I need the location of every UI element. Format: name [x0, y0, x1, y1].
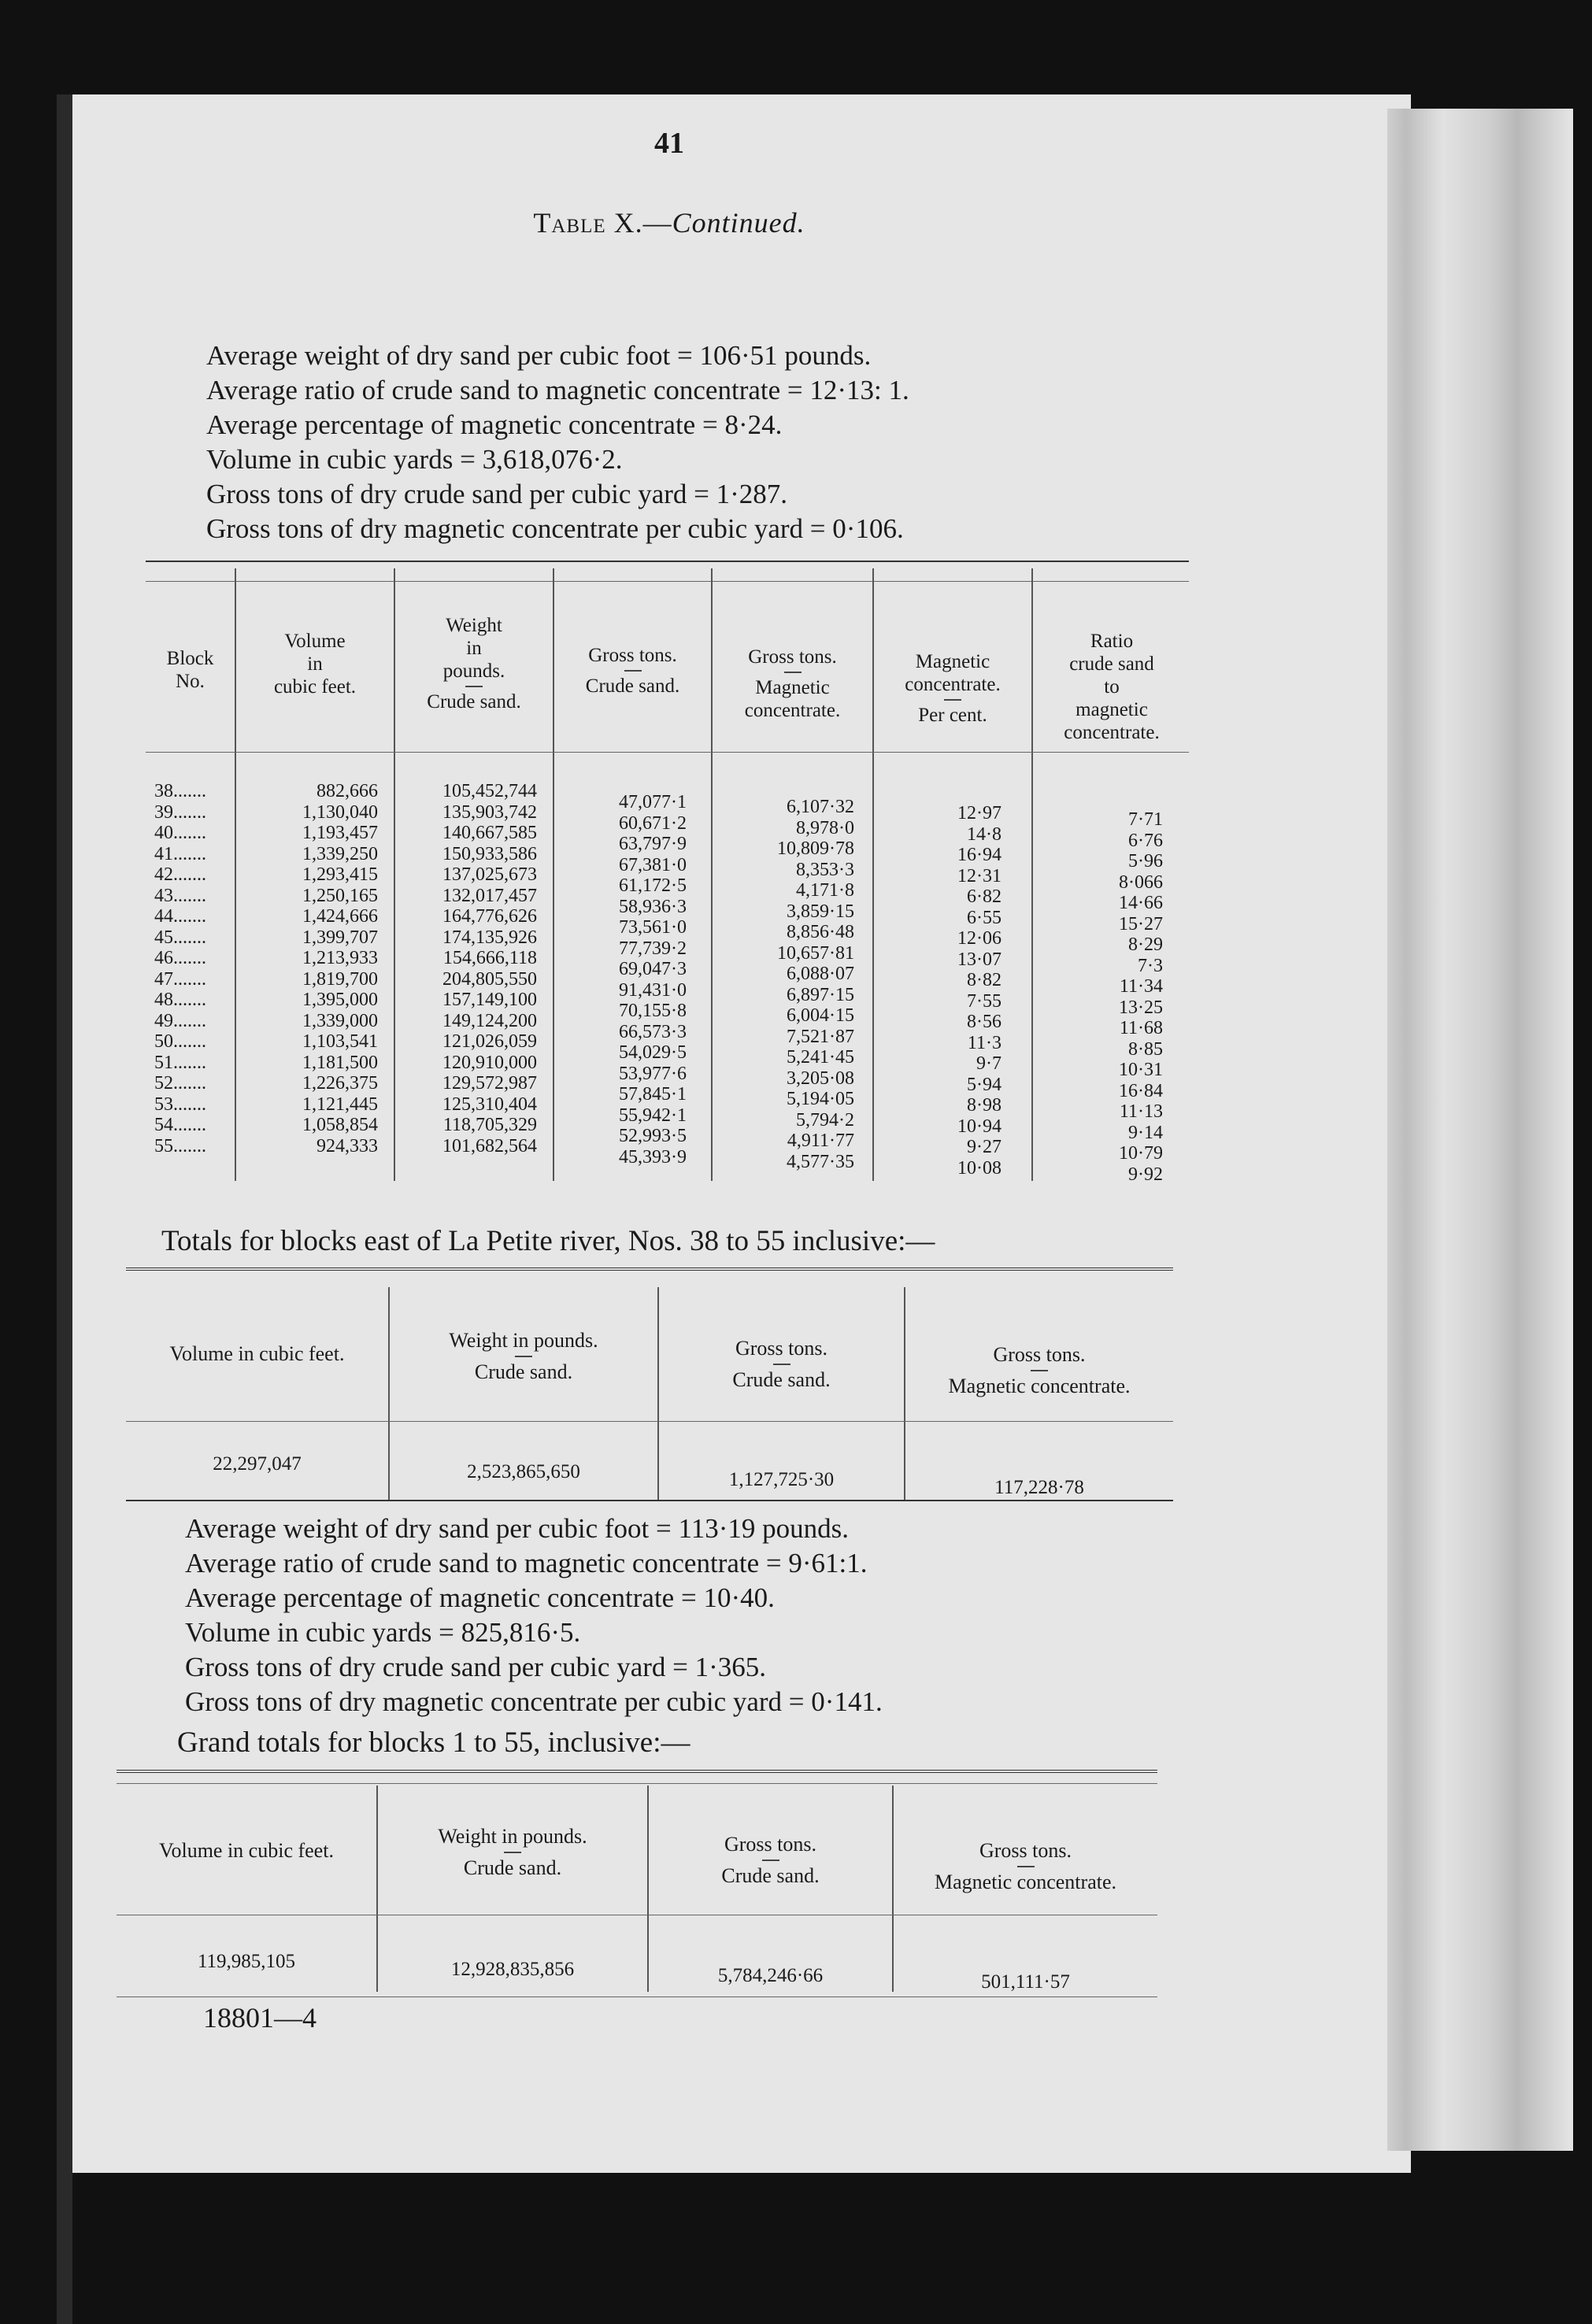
totals-east-header-gross-mag: [905, 1343, 1173, 1398]
col-ratio-cell: 16·84: [1119, 1080, 1163, 1101]
header-dash: [504, 1852, 521, 1853]
caption-prefix: Table: [533, 207, 606, 239]
header-text: Magnetic concentrate.: [948, 1375, 1131, 1397]
col-gross-mag-cell: 7,521·87: [787, 1026, 854, 1047]
col-ratio-cell: 11·13: [1119, 1101, 1163, 1122]
col-weight: [395, 781, 537, 1156]
col-mag-pct-cell: 8·98: [967, 1095, 1001, 1116]
stat-line: Average ratio of crude sand to magnetic concentrate = 12·13: 1.: [206, 375, 909, 405]
col-gross-mag-cell: 8,353·3: [796, 859, 854, 880]
col-mag-pct-cell: 6·55: [967, 907, 1001, 928]
header-text: Ratio: [1090, 631, 1134, 652]
grand-gross-mag: 501,111·57: [981, 1971, 1070, 1993]
grand-volume: 119,985,105: [197, 1951, 296, 1972]
col-weight-cell: 164,776,626: [442, 906, 537, 927]
col-weight-cell: 121,026,059: [442, 1031, 537, 1052]
col-mag-pct-cell: 16·94: [957, 845, 1001, 865]
header-text: Crude sand.: [463, 1856, 562, 1879]
header-volume: [236, 630, 394, 698]
col-weight-cell: 105,452,744: [442, 781, 537, 801]
col-mag-pct-cell: 10·08: [957, 1157, 1001, 1179]
col-gross-mag-cell: 6,897·15: [787, 984, 854, 1005]
stat-line: Gross tons of dry crude sand per cubic yard = 1·287.: [206, 479, 788, 509]
col-weight-cell: 154,666,118: [442, 948, 537, 968]
col-ratio-cell: 14·66: [1119, 893, 1163, 913]
col-ratio-cell: 5·96: [1128, 851, 1163, 872]
col-gross-crude-cell: 53,977·6: [619, 1063, 687, 1084]
col-mag-pct-cell: 12·06: [957, 928, 1001, 949]
printer-code: 18801—4: [203, 2002, 317, 2034]
header-dash: [944, 699, 961, 701]
grand-header-volume: Volume in cubic feet.: [159, 1839, 334, 1862]
col-mag-pct-cell: 10·94: [957, 1116, 1001, 1137]
col-gross-crude-cell: 57,845·1: [619, 1084, 687, 1105]
col-mag-pct-cell: 8·82: [967, 970, 1001, 990]
col-block-no-cell: 44.......: [154, 906, 206, 927]
col-weight-cell: 174,135,926: [442, 927, 537, 948]
col-volume-cell: 1,819,700: [302, 968, 378, 990]
header-text: concentrate.: [1064, 722, 1160, 743]
header-text: concentrate.: [744, 700, 841, 721]
col-gross-mag-cell: 10,809·78: [777, 838, 854, 859]
adjacent-page-edge: [1387, 109, 1573, 2151]
col-gross-mag-cell: 6,088·07: [787, 964, 854, 984]
col-volume-cell: 1,339,250: [302, 843, 378, 864]
header-text: No.: [176, 671, 205, 692]
col-gross-mag-cell: 3,859·15: [787, 901, 854, 922]
col-mag-pct-cell: 13·07: [957, 949, 1001, 970]
col-block-no-cell: 49.......: [154, 1010, 206, 1031]
col-block-no-cell: 45.......: [154, 927, 206, 948]
header-block-no: [146, 647, 235, 693]
grand-divider: [647, 1786, 649, 1992]
grand-totals-bottom-rule: [117, 1996, 1157, 1997]
col-gross-crude-cell: 91,431·0: [619, 979, 687, 1001]
grand-totals-title: Grand totals for blocks 1 to 55, inclusive:—: [177, 1726, 690, 1759]
header-ratio: [1033, 630, 1190, 744]
col-volume-cell: 1,395,000: [302, 990, 378, 1010]
totals-east-gross-crude: 1,127,725·30: [728, 1469, 835, 1490]
grand-gross-crude: 5,784,246·66: [717, 1965, 824, 1986]
col-gross-crude-cell: 63,797·9: [619, 834, 687, 854]
col-volume: [236, 781, 378, 1156]
col-block-no-cell: 40.......: [154, 823, 206, 843]
col-volume-cell: 1,250,165: [302, 885, 378, 906]
col-gross-crude-cell: 55,942·1: [619, 1105, 687, 1126]
col-block-no-cell: 52.......: [154, 1073, 206, 1094]
header-dash: [465, 686, 483, 687]
col-volume-cell: 924,333: [317, 1135, 378, 1156]
col-weight-cell: 101,682,564: [442, 1135, 537, 1156]
totals-east-top-rule: [126, 1267, 1173, 1271]
col-gross-mag-cell: 4,577·35: [787, 1151, 854, 1172]
col-ratio-cell: 15·27: [1119, 913, 1163, 934]
grand-header-gross-mag: [894, 1839, 1157, 1894]
caption-continued: Continued.: [672, 207, 805, 239]
col-gross-mag: [713, 797, 854, 1172]
col-gross-crude-cell: 66,573·3: [619, 1021, 687, 1042]
col-mag-pct-cell: 9·27: [967, 1137, 1001, 1157]
col-volume-cell: 1,193,457: [302, 823, 378, 843]
header-text: Magnetic: [915, 651, 990, 672]
header-text: Crude sand.: [721, 1864, 820, 1887]
col-mag-pct-cell: 9·7: [976, 1053, 1001, 1074]
col-ratio-cell: 9·14: [1128, 1122, 1163, 1143]
totals-east-weight: 2,523,865,650: [467, 1461, 580, 1482]
header-text: Gross tons.: [979, 1839, 1072, 1862]
header-text: Crude sand.: [585, 675, 680, 697]
totals-east-title: Totals for blocks east of La Petite river, Nos. 38 to 55 inclusive:—: [161, 1225, 935, 1257]
col-ratio-cell: 11·68: [1119, 1018, 1163, 1038]
totals-east-bottom-rule: [126, 1500, 1173, 1501]
col-ratio-cell: 9·92: [1128, 1164, 1163, 1185]
header-dash: [515, 1356, 532, 1357]
col-block-no-cell: 41.......: [154, 843, 206, 864]
col-weight-cell: 135,903,742: [442, 801, 537, 823]
stats-block-2: [185, 1512, 883, 1719]
col-block-no-cell: 42.......: [154, 864, 206, 885]
col-volume-cell: 1,213,933: [302, 948, 378, 968]
header-dash: [1017, 1866, 1035, 1867]
table-top-rule: [146, 561, 1189, 562]
col-block-no-cell: 39.......: [154, 801, 206, 823]
col-gross-crude-cell: 69,047·3: [619, 959, 687, 979]
header-dash: [762, 1860, 779, 1861]
header-gross-mag: [713, 646, 872, 722]
table-caption: [394, 206, 945, 239]
header-text: Crude sand.: [427, 691, 521, 712]
col-weight-cell: 118,705,329: [442, 1115, 537, 1135]
col-block-no-cell: 47.......: [154, 968, 206, 990]
col-ratio-cell: 11·34: [1119, 976, 1163, 997]
col-block-no-cell: 50.......: [154, 1031, 206, 1052]
header-text: Gross tons.: [735, 1337, 827, 1360]
totals-divider: [657, 1287, 659, 1500]
col-gross-crude-cell: 52,993·5: [619, 1126, 687, 1146]
col-gross-mag-cell: 6,107·32: [787, 797, 854, 817]
col-mag-pct-cell: 6·82: [967, 886, 1001, 907]
col-ratio-cell: 8·066: [1119, 872, 1163, 893]
header-bottom-rule: [146, 752, 1189, 753]
col-ratio-cell: 7·71: [1128, 809, 1163, 830]
col-weight-cell: 125,310,404: [442, 1094, 537, 1115]
stat-line: Average weight of dry sand per cubic foot = 106·51 pounds.: [206, 340, 872, 371]
col-gross-mag-cell: 5,194·05: [787, 1089, 854, 1109]
col-volume-cell: 882,666: [317, 781, 378, 801]
col-mag-pct-cell: 8·56: [967, 1012, 1001, 1032]
col-gross-crude-cell: 77,739·2: [619, 938, 687, 959]
stat-line: Average ratio of crude sand to magnetic concentrate = 9·61:1.: [185, 1548, 868, 1578]
totals-east-volume: 22,297,047: [213, 1453, 302, 1475]
col-mag-pct-cell: 14·8: [967, 823, 1001, 845]
col-block-no-cell: 43.......: [154, 885, 206, 906]
page-binding-edge: [57, 94, 72, 2324]
header-text: Volume: [284, 631, 346, 652]
col-weight-cell: 140,667,585: [442, 823, 537, 843]
col-volume-cell: 1,130,040: [302, 801, 378, 823]
col-weight-cell: 149,124,200: [442, 1010, 537, 1031]
grand-totals-top-rule-2: [117, 1783, 1157, 1784]
col-ratio-cell: 10·79: [1119, 1143, 1163, 1164]
grand-header-gross-crude: [649, 1833, 892, 1888]
col-block-no-cell: 48.......: [154, 990, 206, 1010]
stat-line: Average weight of dry sand per cubic foot = 113·19 pounds.: [185, 1513, 849, 1544]
col-block-no-cell: 54.......: [154, 1115, 206, 1135]
header-weight: [395, 614, 553, 713]
header-text: Weight in pounds.: [449, 1329, 598, 1352]
col-volume-cell: 1,103,541: [302, 1031, 378, 1052]
header-dash: [624, 670, 642, 672]
col-gross-mag-cell: 4,171·8: [796, 880, 854, 901]
header-text: Gross tons.: [993, 1343, 1086, 1366]
grand-weight: 12,928,835,856: [450, 1959, 575, 1980]
header-dash: [784, 672, 802, 673]
col-weight-cell: 204,805,550: [442, 968, 537, 990]
header-dash: [1031, 1370, 1048, 1371]
col-volume-cell: 1,226,375: [302, 1073, 378, 1094]
header-text: Magnetic: [755, 677, 830, 698]
col-gross-crude-cell: 47,077·1: [619, 792, 687, 812]
header-text: cubic feet.: [273, 676, 357, 698]
col-volume-cell: 1,399,707: [302, 927, 378, 948]
col-volume-cell: 1,339,000: [302, 1010, 378, 1031]
col-block-no-cell: 46.......: [154, 948, 206, 968]
col-gross-crude-cell: 58,936·3: [619, 896, 687, 917]
col-gross-crude-cell: 67,381·0: [619, 854, 687, 875]
col-mag-pct-cell: 7·55: [967, 990, 1001, 1012]
header-text: Weight: [446, 615, 502, 636]
col-gross-crude-cell: 70,155·8: [619, 1001, 687, 1021]
col-ratio-cell: 8·85: [1128, 1038, 1163, 1060]
page-number: 41: [654, 127, 684, 160]
grand-totals-top-rule: [117, 1770, 1157, 1773]
header-text: Weight in pounds.: [438, 1825, 587, 1848]
stat-line: Volume in cubic yards = 825,816·5.: [185, 1617, 581, 1648]
col-block-no: [154, 781, 233, 1156]
col-ratio-cell: 8·29: [1128, 934, 1163, 955]
stat-line: Average percentage of magnetic concentrate = 8·24.: [206, 409, 783, 440]
totals-east-header-volume: Volume in cubic feet.: [169, 1342, 345, 1365]
col-volume-cell: 1,121,445: [302, 1094, 378, 1115]
stat-line: Average percentage of magnetic concentrate = 10·40.: [185, 1582, 775, 1613]
col-gross-crude: [554, 792, 687, 1168]
header-dash: [773, 1364, 790, 1365]
header-mag-pct: [874, 650, 1031, 727]
header-gross-crude: [554, 644, 711, 698]
col-gross-mag-cell: 4,911·77: [787, 1131, 854, 1151]
header-text: crude sand: [1069, 653, 1154, 675]
header-text: magnetic: [1076, 699, 1148, 720]
col-ratio-cell: 13·25: [1119, 997, 1163, 1018]
col-volume-cell: 1,424,666: [302, 906, 378, 927]
col-weight-cell: 137,025,673: [442, 864, 537, 885]
stat-line: Volume in cubic yards = 3,618,076·2.: [206, 444, 623, 475]
col-block-no-cell: 51.......: [154, 1052, 206, 1073]
col-ratio-cell: 10·31: [1119, 1060, 1163, 1080]
stat-line: Gross tons of dry crude sand per cubic yard = 1·365.: [185, 1652, 767, 1682]
col-ratio-cell: 7·3: [1138, 955, 1163, 976]
col-mag-pct: [874, 803, 1001, 1179]
col-gross-mag-cell: 10,657·81: [777, 942, 854, 964]
col-weight-cell: 120,910,000: [442, 1052, 537, 1073]
header-text: Magnetic concentrate.: [935, 1871, 1116, 1893]
col-block-no-cell: 38.......: [154, 781, 206, 801]
header-text: in: [466, 638, 482, 659]
stat-line: Gross tons of dry magnetic concentrate per cubic yard = 0·106.: [206, 513, 904, 544]
col-volume-cell: 1,293,415: [302, 864, 378, 885]
caption-number: X.—: [605, 207, 672, 239]
col-gross-mag-cell: 6,004·15: [787, 1005, 854, 1026]
col-ratio-cell: 6·76: [1128, 830, 1163, 851]
grand-header-weight: [378, 1825, 647, 1880]
col-mag-pct-cell: 12·97: [957, 803, 1001, 823]
col-gross-crude-cell: 73,561·0: [619, 917, 687, 938]
stat-line: Gross tons of dry magnetic concentrate per cubic yard = 0·141.: [185, 1686, 883, 1717]
header-text: Gross tons.: [748, 646, 837, 668]
col-weight-cell: 132,017,457: [442, 885, 537, 906]
col-mag-pct-cell: 12·31: [957, 865, 1001, 886]
stats-block-1: [206, 339, 909, 546]
header-text: to: [1104, 676, 1120, 698]
col-weight-cell: 150,933,586: [442, 843, 537, 864]
col-gross-crude-cell: 54,029·5: [619, 1042, 687, 1063]
header-text: Gross tons.: [588, 645, 677, 666]
col-mag-pct-cell: 11·3: [967, 1032, 1001, 1053]
header-text: Per cent.: [918, 705, 987, 726]
col-gross-crude-cell: 60,671·2: [619, 812, 687, 834]
totals-east-header-gross-crude: [659, 1337, 904, 1392]
col-gross-crude-cell: 61,172·5: [619, 875, 687, 896]
col-gross-mag-cell: 3,205·08: [787, 1068, 854, 1089]
col-weight-cell: 157,149,100: [442, 990, 537, 1010]
header-text: pounds.: [442, 661, 505, 682]
col-volume-cell: 1,058,854: [302, 1115, 378, 1135]
col-weight-cell: 129,572,987: [442, 1073, 537, 1094]
header-text: in: [307, 653, 323, 675]
header-text: Gross tons.: [724, 1833, 816, 1856]
totals-east-header-weight: [390, 1329, 657, 1384]
header-text: Block: [166, 648, 214, 669]
col-mag-pct-cell: 5·94: [967, 1074, 1001, 1095]
col-block-no-cell: 53.......: [154, 1094, 206, 1115]
col-gross-mag-cell: 5,794·2: [796, 1109, 854, 1131]
header-text: concentrate.: [905, 674, 1001, 695]
col-gross-crude-cell: 45,393·9: [619, 1146, 687, 1168]
col-block-no-cell: 55.......: [154, 1135, 206, 1156]
header-text: Crude sand.: [732, 1368, 831, 1391]
col-gross-mag-cell: 8,856·48: [787, 922, 854, 942]
col-ratio: [1033, 809, 1163, 1185]
col-volume-cell: 1,181,500: [302, 1052, 378, 1073]
col-gross-mag-cell: 5,241·45: [787, 1047, 854, 1068]
header-text: Crude sand.: [474, 1360, 573, 1383]
col-gross-mag-cell: 8,978·0: [796, 817, 854, 838]
totals-east-gross-mag: 117,228·78: [994, 1477, 1084, 1498]
totals-east-mid-rule: [126, 1421, 1173, 1422]
